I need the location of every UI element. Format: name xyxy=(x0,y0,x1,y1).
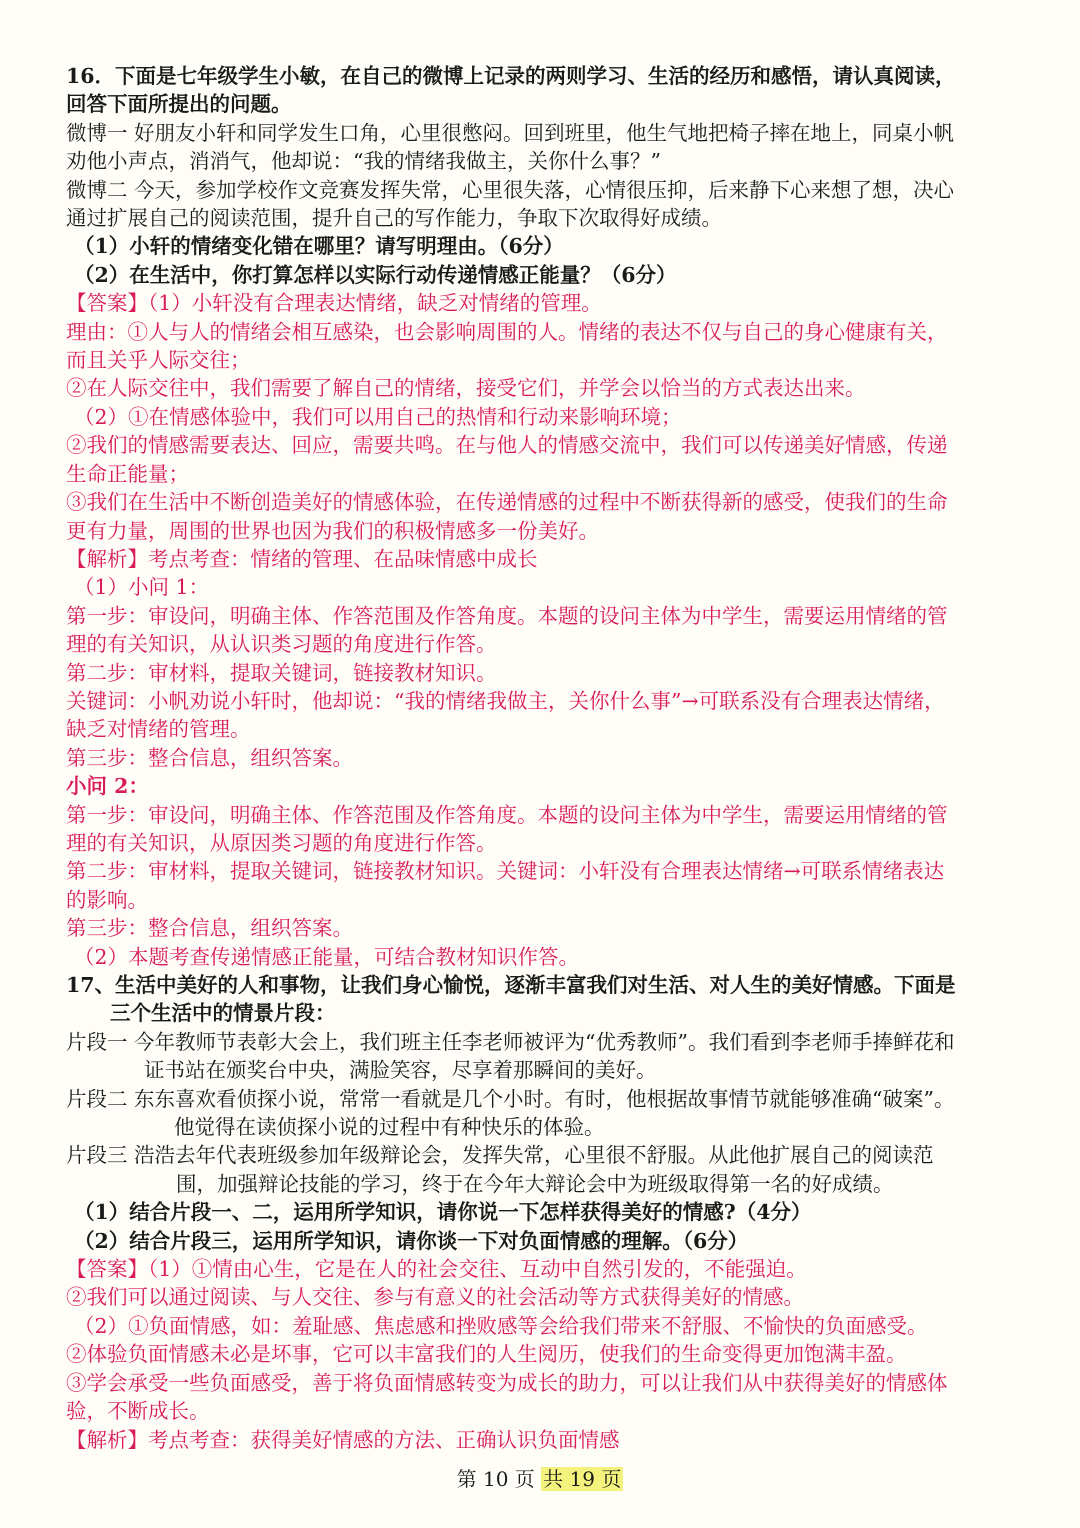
q16-answer-line: 而且关乎人际交往； xyxy=(66,348,251,373)
q17-question-1: （1）结合片段一、二，运用所学知识，请你说一下怎样获得美好的情感?（4分） xyxy=(74,1200,812,1225)
q17-answer-line: ③学会承受一些负面感受，善于将负面情感转变为成长的助力，可以让我们从中获得美好的情感体 xyxy=(66,1370,948,1395)
page-total: 共 19 页 xyxy=(543,1467,622,1491)
q16-answer-line: 更有力量，周围的世界也因为我们的积极情感多一份美好。 xyxy=(66,518,599,543)
q16-answer-line: 理由：①人与人的情绪会相互感染，也会影响周围的人。情绪的表达不仅与自己的身心健康有关， xyxy=(66,319,948,344)
q16-answer-line: ②在人际交往中，我们需要了解自己的情绪，接受它们，并学会以恰当的方式表达出来。 xyxy=(66,376,866,401)
q16-answer-line: 生命正能量； xyxy=(66,461,189,486)
q17-fragment-3: 片段三 浩浩去年代表班级参加年级辩论会，发挥失常，心里很不舒服。从此他扩展自己的阅读范 xyxy=(66,1143,934,1168)
q16-stem-line-2: 回答下面所提出的问题。 xyxy=(66,92,292,117)
q17-answer-line: （2）①负面情感，如：羞耻感、焦虑感和挫败感等会给我们带来不舒服、不愉快的负面感受。 xyxy=(74,1313,928,1338)
q16-answer-line: ③我们在生活中不断创造美好的情感体验，在传递情感的过程中不断获得新的感受，使我们的生命 xyxy=(66,490,948,515)
q17-answer-line: ②我们可以通过阅读、与人交往、参与有意义的社会活动等方式获得美好的情感。 xyxy=(66,1285,804,1310)
q17-fragment-1: 片段一 今年教师节表彰大会上，我们班主任李老师被评为“优秀教师”。我们看到李老师手捧鲜花和 xyxy=(66,1029,955,1054)
q16-analysis2-line: 第三步：整合信息，组织答案。 xyxy=(66,916,353,941)
q16-analysis-line: 第一步：审设问，明确主体、作答范围及作答角度。本题的设问主体为中学生，需要运用情绪的管 xyxy=(66,603,948,628)
q17-stem-line-2: 三个生活中的情景片段： xyxy=(110,1001,336,1026)
q16-analysis-line: 第三步：整合信息，组织答案。 xyxy=(66,745,353,770)
q16-analysis-line: 关键词：小帆劝说小轩时，他却说：“我的情绪我做主，关你什么事”→可联系没有合理表达情绪， xyxy=(66,688,945,713)
q16-answer-line: 【答案】（1）小轩没有合理表达情绪，缺乏对情绪的管理。 xyxy=(66,291,602,316)
q16-material-line: 劝他小声点，消消气，他却说：“我的情绪我做主，关你什么事？” xyxy=(66,149,661,174)
q16-analysis-line: 第二步：审材料，提取关键词，链接教材知识。 xyxy=(66,660,497,685)
q16-stem-line-1: 16．下面是七年级学生小敏，在自己的微博上记录的两则学习、生活的经历和感悟，请认真阅读， xyxy=(66,64,956,88)
document-page xyxy=(66,62,1016,1454)
q16-analysis2-line: 的影响。 xyxy=(66,887,148,912)
q17-answer-line: 【答案】（1）①情由心生，它是在人的社会交往、互动中自然引发的，不能强迫。 xyxy=(66,1257,807,1282)
q16-question-2: （2）在生活中，你打算怎样以实际行动传递情感正能量？（6分） xyxy=(74,262,677,287)
page-number: 第 10 页 xyxy=(456,1467,535,1491)
q16-analysis-heading: 【解析】考点考查：情绪的管理、在品味情感中成长 xyxy=(66,546,538,571)
q17-fragment-3-cont: 围，加强辩论技能的学习，终于在今年大辩论会中为班级取得第一名的好成绩。 xyxy=(176,1171,894,1196)
q16-answer-line: （2）①在情感体验中，我们可以用自己的热情和行动来影响环境； xyxy=(74,404,682,429)
q16-analysis2-line: 第一步：审设问，明确主体、作答范围及作答角度。本题的设问主体为中学生，需要运用情绪的管 xyxy=(66,802,948,827)
q16-subquestion-2-label: 小问 2： xyxy=(66,774,149,799)
q17-answer-line: 验，不断成长。 xyxy=(66,1399,210,1424)
q16-analysis-line: 理的有关知识，从认识类习题的角度进行作答。 xyxy=(66,632,497,657)
q17-analysis-heading: 【解析】考点考查：获得美好情感的方法、正确认识负面情感 xyxy=(66,1427,620,1452)
q16-analysis-line: 缺乏对情绪的管理。 xyxy=(66,717,251,742)
page-footer xyxy=(0,1464,1080,1494)
q16-analysis-line: （1）小问 1： xyxy=(74,575,210,600)
q16-analysis2-line: 理的有关知识，从原因类习题的角度进行作答。 xyxy=(66,830,497,855)
q16-question-1: （1）小轩的情绪变化错在哪里？请写明理由。（6分） xyxy=(74,234,564,259)
q17-fragment-2-cont: 他觉得在读侦探小说的过程中有种快乐的体验。 xyxy=(174,1115,605,1140)
q17-fragment-2: 片段二 东东喜欢看侦探小说，常常一看就是几个小时。有时，他根据故事情节就能够准确“破案”。 xyxy=(66,1086,955,1111)
q16-analysis2-line: （2）本题考查传递情感正能量，可结合教材知识作答。 xyxy=(74,944,580,969)
q17-fragment-1-cont: 证书站在颁奖台中央，满脸笑容，尽享着那瞬间的美好。 xyxy=(144,1058,657,1083)
q16-material-line: 微博二 今天，参加学校作文竞赛发挥失常，心里很失落，心情很压抑，后来静下心来想了想，决心 xyxy=(66,177,955,202)
q16-answer-line: ②我们的情感需要表达、回应，需要共鸣。在与他人的情感交流中，我们可以传递美好情感，传递 xyxy=(66,433,948,458)
q16-analysis2-line: 第二步：审材料，提取关键词，链接教材知识。关键词：小轩没有合理表达情绪→可联系情绪表达 xyxy=(66,859,945,884)
q17-stem-line-1: 17、生活中美好的人和事物，让我们身心愉悦，逐渐丰富我们对生活、对人生的美好情感。下面是 xyxy=(66,973,956,997)
q17-question-2: （2）结合片段三，运用所学知识，请你谈一下对负面情感的理解。（6分） xyxy=(74,1228,749,1253)
q17-answer-line: ②体验负面情感未必是坏事，它可以丰富我们的人生阅历，使我们的生命变得更加饱满丰盈。 xyxy=(66,1342,907,1367)
q16-material-line: 微博一 好朋友小轩和同学发生口角，心里很憋闷。回到班里，他生气地把椅子摔在地上，同桌小帆 xyxy=(66,120,955,145)
q16-material-line: 通过扩展自己的阅读范围，提升自己的写作能力，争取下次取得好成绩。 xyxy=(66,206,722,231)
